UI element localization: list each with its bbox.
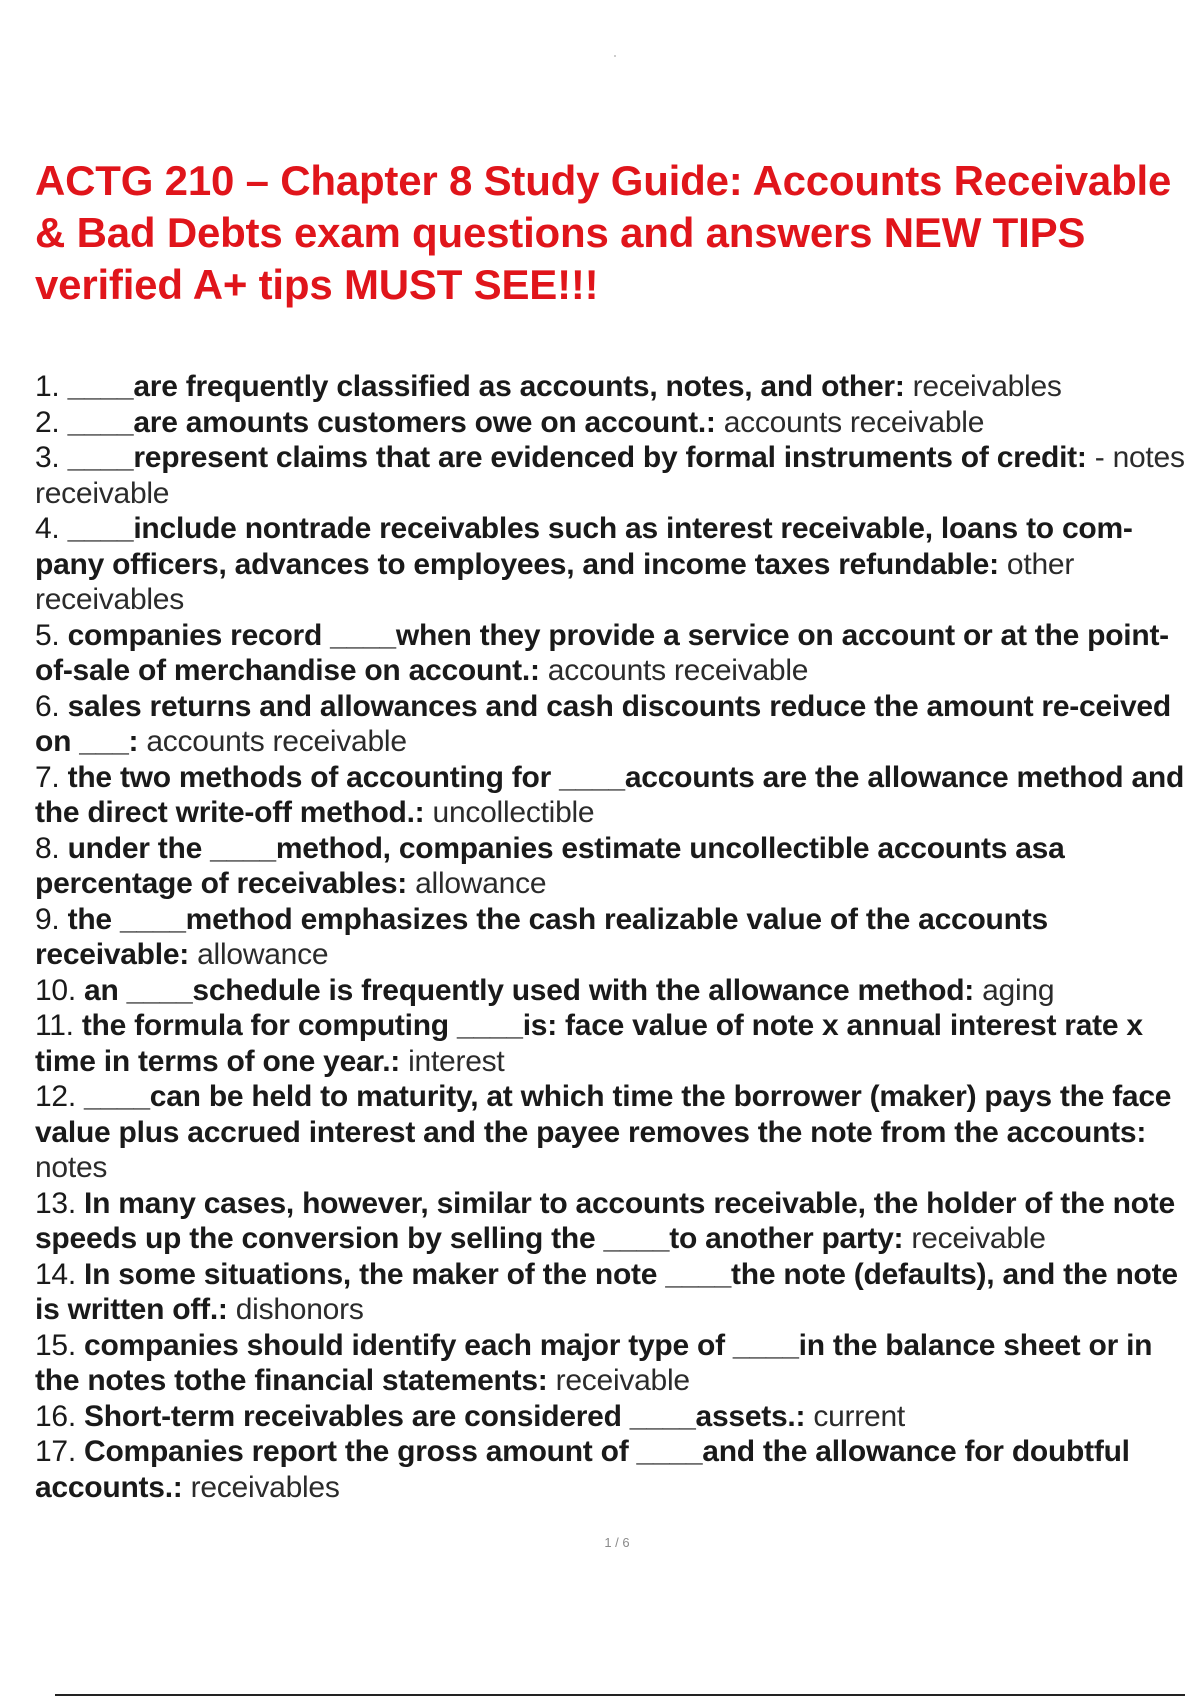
question-text: In some situations, the maker of the note ____the note (defaults), and the note is written off.: (35, 1257, 1178, 1326)
question-item (35, 902, 1200, 973)
question-number: 14. (35, 1257, 85, 1291)
question-text: the formula for computing ____is: face value of note x annual interest rate x time in terms of one year.: (35, 1009, 1143, 1078)
question-item (35, 1257, 1200, 1328)
answer-text: accounts receivable (138, 725, 407, 758)
question-item (35, 760, 1200, 831)
question-number: 6. (35, 689, 68, 723)
page-number: 1 / 6 (604, 1535, 630, 1550)
question-item (35, 1008, 1200, 1079)
bottom-divider (55, 1694, 1185, 1696)
page-dot (614, 55, 616, 57)
document-title: ACTG 210 – Chapter 8 Study Guide: Accounts Receivable & Bad Debts exam questions and answers NEW TIPS verified A+ tips MUST SEE!!! (35, 157, 1172, 308)
question-text: companies should identify each major type of ____in the balance sheet or in the notes tothe financial statements: (35, 1328, 1153, 1397)
answer-text: receivable (547, 1364, 690, 1397)
question-number: 2. (35, 405, 68, 439)
question-number: 15. (35, 1328, 85, 1362)
question-text: ____are amounts customers owe on account.: (67, 405, 716, 439)
question-text: companies record ____when they provide a service on account or at the point-of-sale of merchandise on account.: (35, 618, 1169, 687)
question-item (35, 1399, 1200, 1435)
question-text: ____are frequently classified as accounts, notes, and other: (67, 370, 905, 403)
question-item (35, 1079, 1200, 1186)
question-item (35, 831, 1200, 902)
question-number: 17. (35, 1435, 85, 1468)
question-number: 3. (35, 441, 68, 474)
question-number: 12. (35, 1080, 85, 1113)
question-text: ____include nontrade receivables such as interest receivable, loans to com-pany officers, advances to employees, and income taxes refundable: (35, 512, 1133, 581)
question-number: 10. (35, 973, 85, 1007)
question-number: 11. (35, 1009, 82, 1042)
question-number: 9. (35, 902, 68, 936)
question-list (35, 369, 1200, 1505)
question-number: 4. (35, 512, 68, 545)
question-text: under the ____method, companies estimate uncollectible accounts asa percentage of receivables: (35, 831, 1065, 900)
question-item (35, 511, 1200, 618)
answer-text: accounts receivable (715, 405, 985, 439)
answer-text: allowance (407, 867, 547, 900)
question-text: ____can be held to maturity, at which time the borrower (maker) pays the face value plus accrued interest and the payee removes the note from the accounts: (35, 1080, 1172, 1149)
question-item (35, 1328, 1200, 1399)
question-number: 1. (35, 370, 68, 403)
question-number: 7. (35, 760, 68, 794)
answer-text: uncollectible (424, 796, 595, 829)
question-item (35, 973, 1200, 1009)
question-text: Companies report the gross amount of ____and the allowance for doubtful accounts.: (35, 1435, 1130, 1504)
question-item (35, 1434, 1200, 1505)
answer-text: current (805, 1399, 905, 1433)
question-text: Short-term receivables are considered ____assets.: (84, 1399, 806, 1433)
answer-text: receivable (903, 1222, 1046, 1255)
question-item (35, 440, 1200, 511)
answer-text: receivables (904, 370, 1062, 403)
question-item (35, 1186, 1200, 1257)
question-item (35, 369, 1200, 405)
question-item (35, 689, 1200, 760)
answer-text: aging (974, 973, 1055, 1007)
answer-text: allowance (189, 938, 329, 971)
question-item (35, 618, 1200, 689)
answer-text: interest (400, 1044, 505, 1078)
answer-text: other receivables (35, 547, 1075, 616)
question-text: ____represent claims that are evidenced by formal instruments of credit: (67, 441, 1087, 474)
question-text: an ____schedule is frequently used with the allowance method: (84, 973, 975, 1007)
answer-text: accounts receivable (539, 654, 809, 687)
question-text: the two methods of accounting for ____accounts are the allowance method and the direct write-off method.: (35, 760, 1185, 829)
question-text: In many cases, however, similar to accounts receivable, the holder of the note speeds up the conversion by selling the ____to another party: (35, 1186, 1175, 1255)
question-number: 8. (35, 831, 68, 865)
question-text: the ____method emphasizes the cash realizable value of the accounts receivable: (35, 902, 1048, 971)
question-item (35, 405, 1200, 441)
question-number: 16. (35, 1399, 85, 1433)
answer-text: receivables (182, 1470, 340, 1504)
question-number: 13. (35, 1186, 85, 1220)
answer-text: - notes receivable (35, 441, 1185, 510)
question-text: sales returns and allowances and cash discounts reduce the amount re-ceived on ___: (35, 689, 1171, 758)
answer-text: notes (35, 1151, 108, 1184)
question-number: 5. (35, 618, 68, 652)
answer-text: dishonors (227, 1293, 364, 1326)
